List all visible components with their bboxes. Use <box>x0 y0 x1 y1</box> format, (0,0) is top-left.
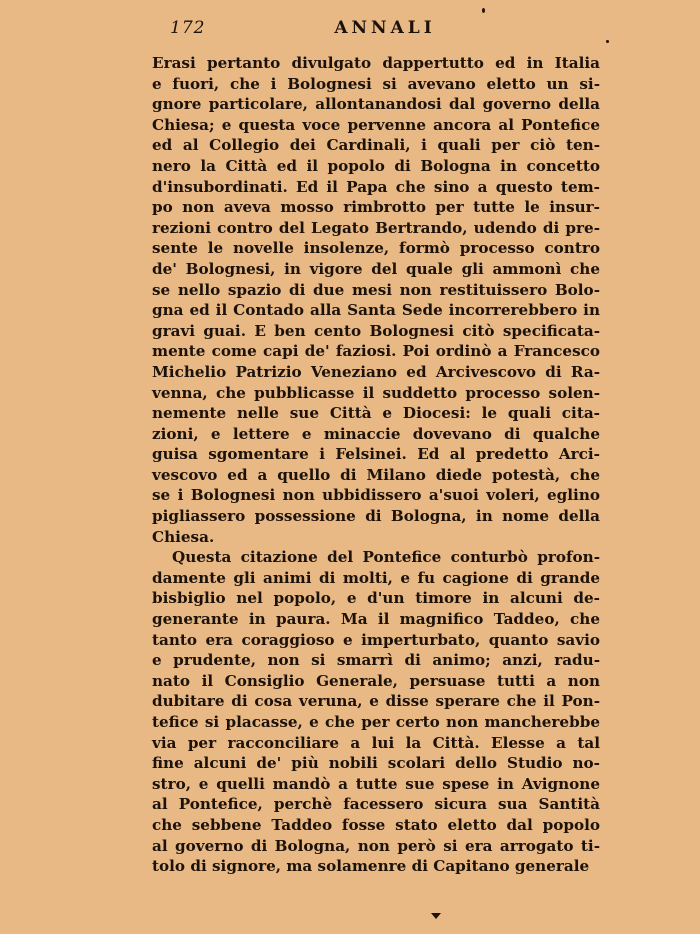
text-line: che sebbene Taddeo fosse stato eletto dal popolo <box>152 815 600 834</box>
text-line: se i Bolognesi non ubbidissero a'suoi voleri, eglino <box>152 486 600 505</box>
text-line: se nello spazio di due mesi non restituissero Bolo- <box>152 280 600 299</box>
text-line: venna, che pubblicasse il suddetto processo solen- <box>152 383 600 402</box>
page-end-mark <box>431 913 441 919</box>
text-line: fine alcuni de' più nobili scolari dello Studio no- <box>152 754 600 773</box>
text-line: Michelio Patrizio Veneziano ed Arcivescovo di Ra- <box>152 362 600 381</box>
ink-spot <box>482 8 485 13</box>
text-line: e fuori, che i Bolognesi si avevano eletto un si- <box>152 74 600 93</box>
text-line: stro, e quelli mandò a tutte sue spese in Avignone <box>152 774 600 793</box>
text-line: gna ed il Contado alla Santa Sede incorrerebbero in <box>152 301 600 320</box>
text-line: nato il Consiglio Generale, persuase tutti a non <box>152 671 600 690</box>
text-line: sente le novelle insolenze, formò processo contro <box>152 239 600 258</box>
paragraph <box>152 53 600 547</box>
body-text <box>152 53 600 877</box>
ink-spot <box>606 40 609 43</box>
text-line: po non aveva mosso rimbrotto per tutte le insur- <box>152 198 600 217</box>
text-line: guisa sgomentare i Felsinei. Ed al predetto Arci- <box>152 445 600 464</box>
text-line: pigliassero possessione di Bologna, in nome della <box>152 507 600 526</box>
text-line: Questa citazione del Pontefice conturbò profon- <box>172 548 600 567</box>
text-line: Erasi pertanto divulgato dappertutto ed in Italia <box>152 54 600 72</box>
text-line: vescovo ed a quello di Milano diede potestà, che <box>152 465 600 484</box>
text-line: bisbiglio nel popolo, e d'un timore in alcuni de- <box>152 589 600 608</box>
page-header <box>170 18 600 42</box>
text-line: ed al Collegio dei Cardinali, i quali per ciò ten- <box>152 136 600 155</box>
text-line: e prudente, non si smarrì di animo; anzi, radu- <box>152 651 600 670</box>
text-line: tanto era coraggioso e imperturbato, quanto savio <box>152 630 600 649</box>
running-head: ANNALI <box>334 18 436 38</box>
text-line: tefice si placasse, e che per certo non mancherebbe <box>152 713 600 731</box>
text-line: al Pontefice, perchè facessero sicura sua Santità <box>152 795 600 814</box>
text-line: rezioni contro del Legato Bertrando, udendo di pre- <box>152 218 600 237</box>
text-line: nemente nelle sue Città e Diocesi: le quali cita- <box>152 404 600 423</box>
text-line: nero la Città ed il popolo di Bologna in concetto <box>152 156 600 175</box>
text-line: gnore particolare, allontanandosi dal governo della <box>152 95 600 114</box>
text-line: Chiesa. <box>152 527 215 546</box>
text-line: mente come capi de' faziosi. Poi ordinò a Francesco <box>152 342 600 361</box>
text-line: al governo di Bologna, non però si era arrogato ti- <box>152 836 600 855</box>
text-line: d'insubordinati. Ed il Papa che sino a questo tem- <box>152 177 600 196</box>
page-number: 172 <box>170 18 206 38</box>
text-line: Chiesa; e questa voce pervenne ancora al Pontefice <box>152 115 600 134</box>
paragraph <box>152 547 600 877</box>
text-line: zioni, e lettere e minaccie dovevano di qualche <box>152 424 600 443</box>
text-line: via per racconciliare a lui la Città. Elesse a tal <box>152 733 600 752</box>
text-line: damente gli animi di molti, e fu cagione di grande <box>152 568 600 587</box>
text-line: de' Bolognesi, in vigore del quale gli ammonì che <box>152 259 600 278</box>
text-line: generante in paura. Ma il magnifico Taddeo, che <box>152 610 600 629</box>
text-line: dubitare di cosa veruna, e disse sperare che il Pon- <box>152 692 600 711</box>
text-line: gravi guai. E ben cento Bolognesi citò specificata- <box>152 321 600 340</box>
text-line: tolo di signore, ma solamenre di Capitano generale <box>152 857 590 876</box>
